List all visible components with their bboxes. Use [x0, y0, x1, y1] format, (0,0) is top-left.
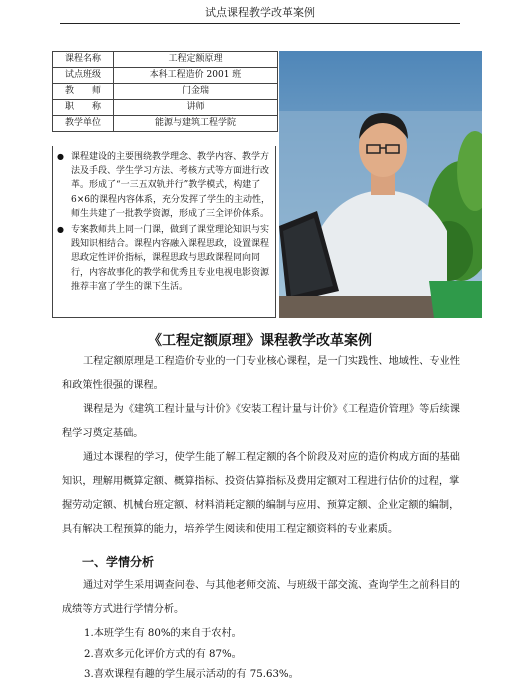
class-label: 试点班级 [53, 68, 114, 84]
list-item [57, 150, 271, 221]
table-row [53, 68, 278, 84]
teacher-label: 教 师 [53, 84, 114, 100]
paragraph: 通过本课程的学习，使学生能了解工程定额的各个阶段及对应的造价构成方面的基础知识，理解用概算定额、概算指标、投资估算指标及费用定额对工程进行估价的过程，掌握劳动定额、机械台班定额、材料消耗定额的编制与应用、预算定额、企业定额的编制，具有解决工程预算的能力，培养学生阅读和使用工程定额资料的专业素质。 [62, 452, 460, 535]
course-info-table [52, 51, 278, 132]
list-item [57, 223, 271, 294]
paragraph: 课程是为《建筑工程计量与计价》《安装工程计量与计价》《工程造价管理》等后续课程学习奠定基础。 [62, 404, 460, 439]
list-item: 3.喜欢课程有趣的学生展示活动的有 75.63%。 [84, 669, 299, 680]
list-item: 1.本班学生有 80%的来自于农村。 [84, 628, 242, 639]
summary-text: 专案教师共上同一门课，做到了课堂理论知识与实践知识相结合。课程内容融入课程思政，设置课程思政定性评价指标，课程思政与思政课程同向同行，内容故事化的教学和优秀且专业电视电影资源推荐丰富了学生的课下生活。 [71, 225, 270, 292]
title-value: 讲师 [114, 100, 278, 116]
paragraph: 通过对学生采用调查问卷、与其他老师交流、与班级干部交流、查询学生之前科目的成绩等方式进行学情分析。 [62, 580, 460, 615]
table-row [53, 116, 278, 132]
section-heading: 一、学情分析 [82, 555, 155, 569]
list-item: 2.喜欢多元化评价方式的有 87%。 [84, 649, 242, 660]
table-row [53, 52, 278, 68]
bullet-icon: ● [57, 225, 64, 235]
table-row [53, 84, 278, 100]
bullet-icon: ● [57, 152, 64, 161]
teacher-value: 门金瑞 [114, 84, 278, 100]
course-summary [52, 146, 276, 318]
table-row [53, 100, 278, 116]
title-label: 职 称 [53, 100, 114, 116]
paragraph: 工程定额原理是工程造价专业的一门专业核心课程，是一门实践性、地域性、专业性和政策性很强的课程。 [62, 356, 460, 391]
unit-value: 能源与建筑工程学院 [114, 116, 278, 132]
class-value: 本科工程造价 2001 班 [114, 68, 278, 84]
course-name-label: 课程名称 [53, 52, 114, 68]
teacher-photo [279, 51, 482, 318]
unit-label: 教学单位 [53, 116, 114, 132]
article-title: 《工程定额原理》课程教学改革案例 [148, 333, 372, 349]
page-header: 试点课程教学改革案例 [60, 6, 460, 24]
summary-text: 课程建设的主要围绕教学理念、教学内容、教学方法及手段、学生学习方法、考核方式等方面进行改革。形成了“一三五双轨并行”教学模式，构建了6×6的课程内容体系，充分发挥了学生的主动性，师生共建了一批教学资源，形成了三全评价体系。 [71, 152, 270, 219]
course-name-value: 工程定额原理 [114, 52, 278, 68]
